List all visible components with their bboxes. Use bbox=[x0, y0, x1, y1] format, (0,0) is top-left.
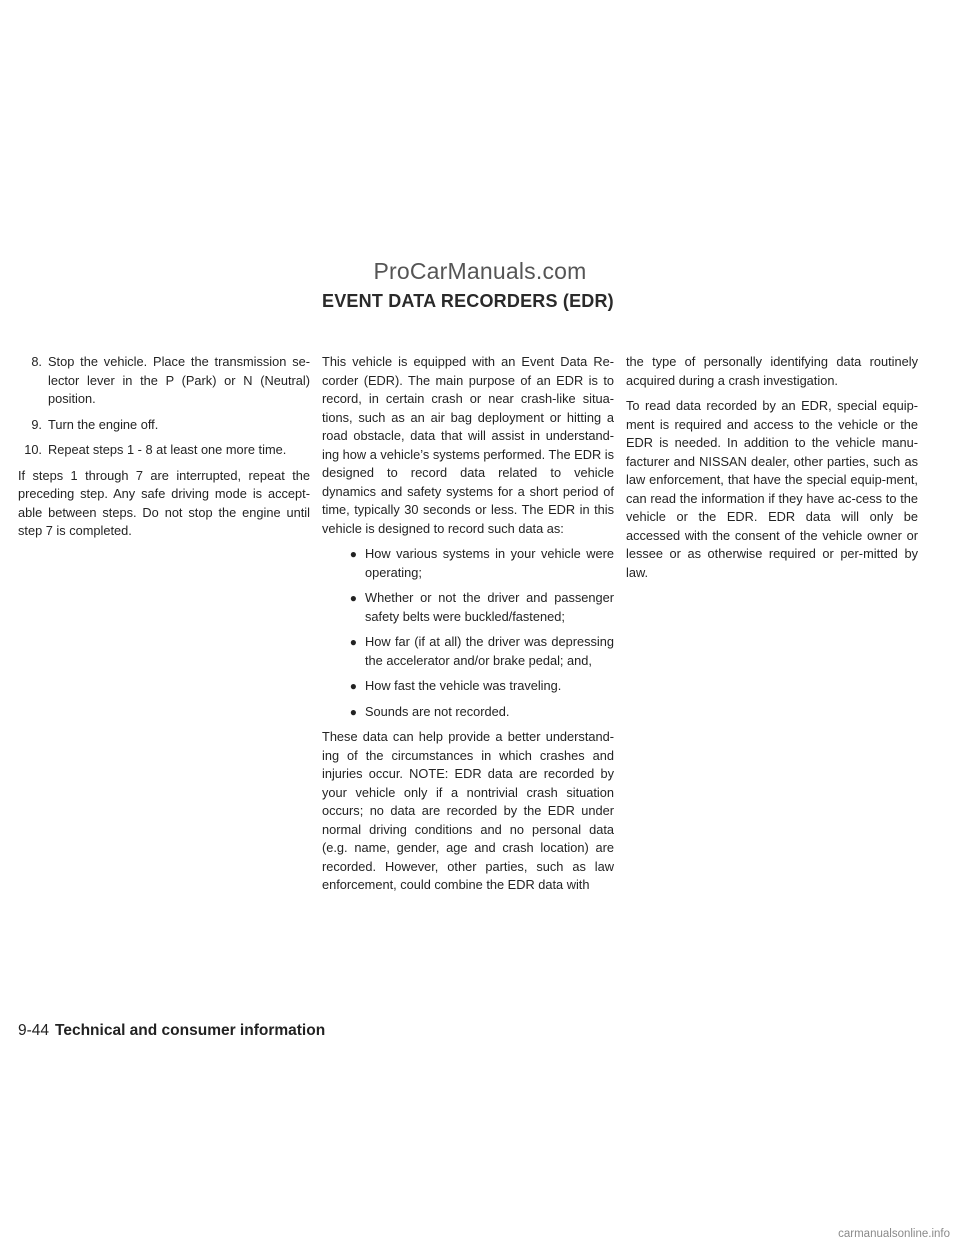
list-item-text: How far (if at all) the driver was depressing the accelerator and/or brake pedal; and, bbox=[365, 634, 614, 668]
bullet-icon: ● bbox=[349, 547, 357, 561]
bullet-icon: ● bbox=[349, 704, 357, 719]
list-item-text: Whether or not the driver and passenger safety belts were buckled/fastened; bbox=[365, 590, 614, 624]
page-number: 9-44 bbox=[18, 1022, 50, 1039]
list-item-text: How various systems in your vehicle were operating; bbox=[365, 546, 614, 580]
step-item bbox=[18, 353, 310, 409]
step-item bbox=[18, 416, 310, 435]
step-text: Repeat steps 1 - 8 at least one more time. bbox=[48, 442, 287, 457]
list-item-text: Sounds are not recorded. bbox=[365, 703, 510, 719]
chapter-title: Technical and consumer information bbox=[55, 1022, 326, 1039]
left-column bbox=[18, 353, 310, 548]
list-item bbox=[322, 703, 614, 722]
right-column bbox=[626, 353, 918, 589]
bullet-icon: ● bbox=[349, 635, 357, 649]
bullet-icon: ● bbox=[349, 591, 357, 605]
section-title: EVENT DATA RECORDERS (EDR) bbox=[322, 291, 614, 311]
bullet-icon: ● bbox=[349, 679, 357, 693]
interruption-paragraph: If steps 1 through 7 are interrupted, repeat the preceding step. Any safe driving mode is accept-able between steps. Do not stop the engine until step 7 is completed. bbox=[18, 467, 310, 538]
step-number: 9. bbox=[31, 416, 42, 432]
step-number: 8. bbox=[31, 354, 42, 369]
continuation-paragraph: the type of personally identifying data routinely acquired during a crash investigation. bbox=[626, 354, 918, 388]
list-item bbox=[322, 677, 614, 696]
step-number: 10. bbox=[24, 442, 42, 457]
edr-access-paragraph: To read data recorded by an EDR, special equip-ment is required and access to the vehicle or the EDR is needed. In addition to the vehicle manu-facturer and NISSAN dealer, other parties, such as law enforcement, that have the special equip-ment, can read the information if they have ac-cess to the vehicle or the EDR. EDR data will only be accessed with the consent of the vehicle owner or lessee or as otherwise required or per-mitted by law. bbox=[626, 398, 918, 580]
list-item-text: How fast the vehicle was traveling. bbox=[365, 678, 562, 693]
page-footer bbox=[18, 1022, 325, 1040]
step-text: Stop the vehicle. Place the transmission se-lector lever in the P (Park) or N (Neutral) position. bbox=[48, 354, 310, 406]
step-item bbox=[18, 441, 310, 460]
edr-closing-paragraph: These data can help provide a better understand-ing of the circumstances in which crashes and injuries occur. NOTE: EDR data are recorded by your vehicle only if a nontrivial crash situation occurs; no data are recorded by the EDR under normal driving conditions and no personal data (e.g. name, gender, age and crash location) are recorded. However, other parties, such as law enforcement, could combine the EDR data with bbox=[322, 729, 614, 892]
middle-column bbox=[322, 353, 614, 902]
list-item bbox=[322, 633, 614, 670]
edr-intro-paragraph: This vehicle is equipped with an Event Data Re-corder (EDR). The main purpose of an EDR is to record, in certain crash or near crash-like situa-tions, such as an air bag deployment or hitting a road obstacle, data that will assist in understand-ing how a vehicle’s systems performed. The EDR is designed to record data related to vehicle dynamics and safety systems for a short period of time, typically 30 seconds or less. The EDR in this vehicle is designed to record such data as: bbox=[322, 354, 614, 536]
list-item bbox=[322, 545, 614, 582]
edr-data-list bbox=[322, 545, 614, 721]
watermark-procarmanuals: ProCarManuals.com bbox=[373, 258, 587, 284]
list-item bbox=[322, 589, 614, 626]
step-text: Turn the engine off. bbox=[48, 416, 159, 432]
watermark-carmanualsonline: carmanualsonline.info bbox=[838, 1228, 950, 1240]
